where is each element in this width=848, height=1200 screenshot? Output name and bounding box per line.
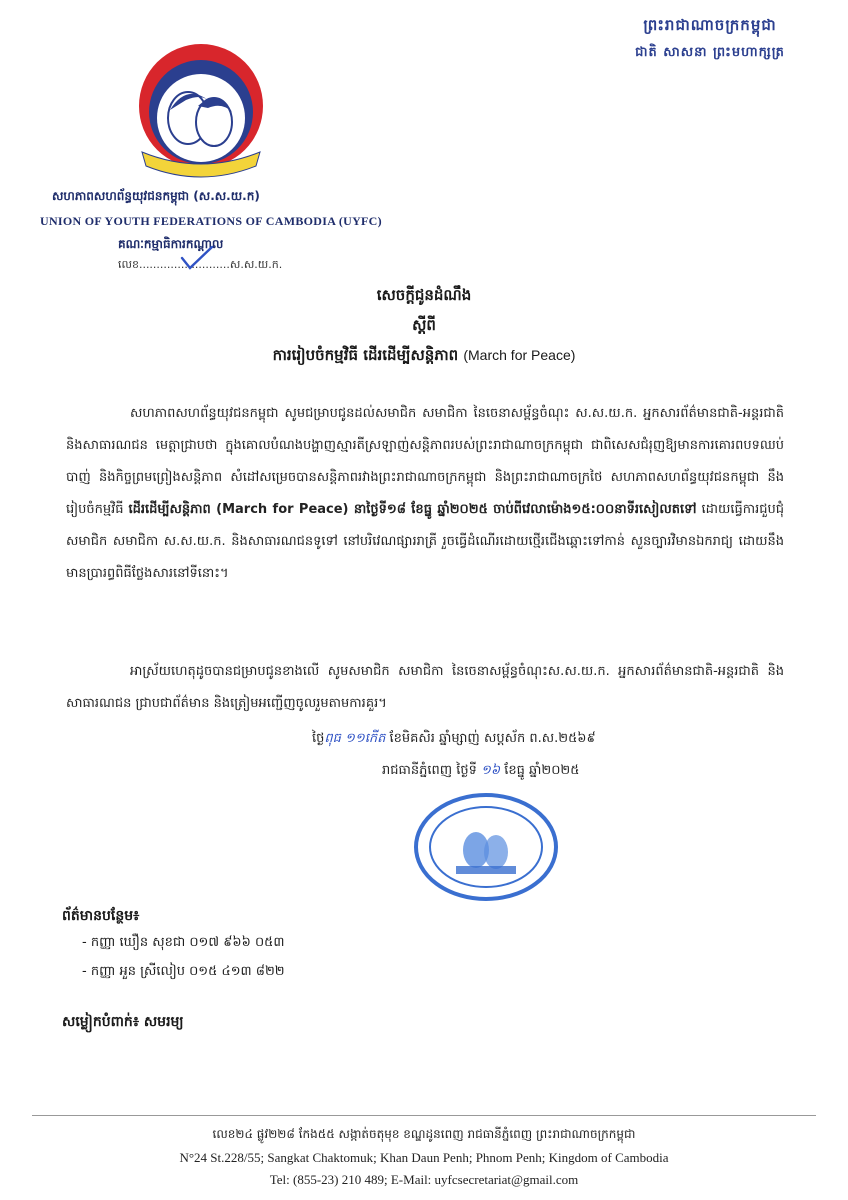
footer-address-khmer: លេខ២៤ ផ្លូវ២២៨ កែង៥៥ សង្កាត់ចតុមុខ ខណ្ឌដូនពេញ រាជធានីភ្នំពេញ ព្រះរាជាណាចក្រកម្ពុជា xyxy=(212,1127,636,1141)
body-paragraph-1 xyxy=(66,398,784,590)
kingdom-title: ព្រះរាជាណាចក្រកម្ពុជា xyxy=(643,16,777,34)
handwritten-check-icon xyxy=(178,244,216,272)
reference-number: លេខ..........................ស.ស.យ.ក. xyxy=(118,258,283,271)
solar-date-rest: ខែធ្នូ ឆ្នាំ២០២៥ xyxy=(500,763,580,778)
org-name-khmer: សហភាពសហព័ន្ធយុវជនកម្ពុជា (ស.ស.យ.ក) xyxy=(52,189,260,203)
solar-date xyxy=(382,762,579,781)
paragraph-1-rest: ដោយធ្វើការជួបជុំសមាជិក សមាជិកា ស.ស.យ.ក. និងសាធារណជនទូទៅ នៅបរិវេណផ្សាររាត្រី រួចធ្វើដំណើរដោយថ្មើរជើងឆ្ពោះទៅកាន់ សួនច្បារវិមានឯករាជ្យ ដោយនឹងមានប្រារព្ធពិធីថ្លែងសារនៅទីនោះ។ xyxy=(66,502,784,581)
event-details: ដើរដើម្បីសន្តិភាព (March for Peace) នាថ្ងៃទី១៨ ខែធ្នូ ឆ្នាំ២០២៥ ចាប់ពីវេលាម៉ោង១៥:០០នាទីរសៀលតទៅ xyxy=(128,502,697,517)
subject-khmer: ការរៀបចំកម្មវិធី ដើរដើម្បីសន្តិភាព xyxy=(272,346,459,364)
lunar-date xyxy=(312,730,596,749)
notice-subject-label: ស្ដីពី xyxy=(412,316,436,334)
contact-item: - កញ្ញា ឃឿន សុខជា ០១៧ ៩៦៦ ០៥៣ xyxy=(82,935,285,950)
footer-divider xyxy=(32,1115,816,1116)
notice-title: សេចក្ដីជូនដំណឹង xyxy=(376,286,472,304)
subject-english: (March for Peace) xyxy=(463,347,576,363)
committee-label: គណៈកម្មាធិការកណ្ដាល xyxy=(118,237,224,251)
footer-contact: Tel: (855-23) 210 489; E-Mail: uyfcsecretariat@gmail.com xyxy=(269,1172,579,1187)
solar-date-prefix: រាជធានីភ្នំពេញ ថ្ងៃទី xyxy=(382,763,482,778)
lunar-date-prefix: ថ្ងៃ xyxy=(312,731,325,746)
dress-code: សម្លៀកបំពាក់៖ សមរម្យ xyxy=(62,1014,184,1030)
notice-subject xyxy=(0,346,848,368)
official-stamp-icon xyxy=(410,792,562,902)
footer-address-english: N°24 St.228/55; Sangkat Chaktomuk; Khan Daun Penh; Phnom Penh; Kingdom of Cambodia xyxy=(179,1150,669,1165)
paragraph-1-intro: សហភាពសហព័ន្ធយុវជនកម្ពុជា សូមជម្រាបជូនដល់សមាជិក សមាជិកា នៃចេនាសម្ព័ន្ធចំណុះ ស.ស.យ.ក. អ្នកសារព័ត៌មានជាតិ-អន្តរជាតិ និងសាធារណជន មេត្តាជ្រាបថា ក្នុងគោលបំណងបង្ហាញស្មារតីស្រឡាញ់សន្តិភាពរបស់ព្រះរាជាណាចក្រកម្ពុជា ជាពិសេសជំរុញឱ្យមានការគោរពបទឈប់បាញ់ និងកិច្ចព្រមព្រៀងសន្តិភាព សំដៅសម្រេចបានសន្តិភាពរវាងព្រះរាជាណាចក្រកម្ពុជា និងព្រះរាជាណាចក្រថៃ សហភាពសហព័ន្ធយុវជនកម្ពុជា នឹងរៀបចំកម្មវិធី xyxy=(66,406,784,517)
lunar-date-rest: ខែមិគសិរ ឆ្នាំម្សាញ់ សប្តស័ក ព.ស.២៥៦៩ xyxy=(385,731,596,746)
more-info-heading: ព័ត៌មានបន្ថែម៖ xyxy=(62,908,140,924)
uyfc-logo xyxy=(126,40,276,180)
solar-date-handwritten: ១៦ xyxy=(481,763,501,778)
org-name-english: UNION OF YOUTH FEDERATIONS OF CAMBODIA (UYFC) xyxy=(40,214,382,228)
lunar-date-handwritten: ពុធ ១១កើត xyxy=(324,731,386,746)
body-paragraph-2: អាស្រ័យហេតុដូចបានជម្រាបជូនខាងលើ សូមសមាជិក សមាជិកា នៃចេនាសម្ព័ន្ធចំណុះស.ស.យ.ក. អ្នកសារព័ត៌មានជាតិ-អន្តរជាតិ និងសាធារណជន ជ្រាបជាព័ត៌មាន និងត្រៀមអញ្ជើញចូលរួមតាមការគួរ។ xyxy=(66,664,784,711)
kingdom-motto: ជាតិ សាសនា ព្រះមហាក្សត្រ xyxy=(635,45,785,60)
contact-item: - កញ្ញា អួន ស្រីលៀប ០១៥ ៤១៣ ៨២២ xyxy=(82,964,285,979)
